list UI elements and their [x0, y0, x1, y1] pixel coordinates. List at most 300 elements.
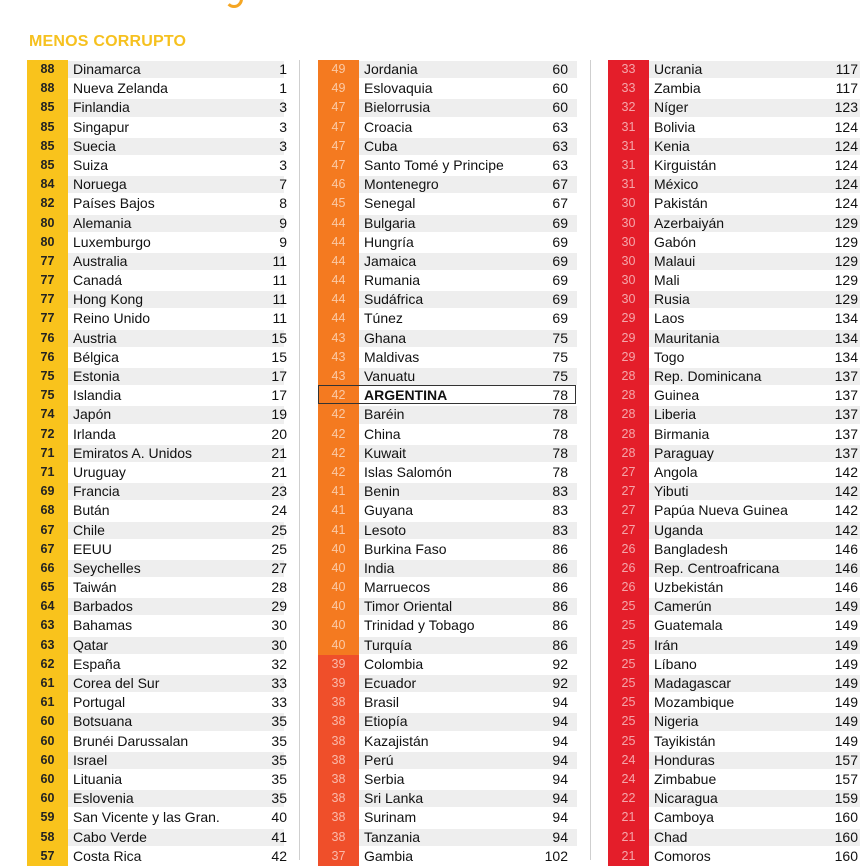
rank-number: 35: [271, 751, 287, 768]
rank-number: 94: [552, 732, 568, 749]
rank-number: 63: [552, 156, 568, 173]
rank-number: 27: [271, 559, 287, 576]
score-cell: 38: [318, 712, 359, 731]
rank-number: 92: [552, 655, 568, 672]
rank-number: 63: [552, 137, 568, 154]
rank-number: 29: [271, 598, 287, 615]
country-name: Chad: [654, 828, 688, 845]
country-name: Noruega: [73, 176, 127, 193]
score-cell: 25: [608, 693, 649, 712]
score-cell: 30: [608, 252, 649, 271]
country-name: Papúa Nueva Guinea: [654, 502, 788, 519]
rank-number: 142: [834, 521, 858, 538]
score-cell: 25: [608, 636, 649, 655]
country-name: Brunéi Darussalan: [73, 732, 189, 749]
score-cell: 41: [318, 501, 359, 520]
rank-number: 69: [552, 233, 568, 250]
country-name: Yibuti: [654, 483, 689, 500]
score-cell: 75: [27, 386, 68, 405]
rank-number: 24: [271, 502, 287, 519]
score-cell: 29: [608, 329, 649, 348]
country-name: Rep. Dominicana: [654, 368, 762, 384]
rank-number: 3: [279, 118, 287, 135]
country-name: Islas Salomón: [364, 463, 452, 480]
country-name: México: [654, 176, 699, 193]
rank-number: 157: [834, 770, 858, 787]
page-title: MENOS CORRUPTO: [29, 33, 187, 50]
score-cell: 38: [318, 808, 359, 827]
score-cell: 47: [318, 118, 359, 137]
country-name: Uzbekistán: [654, 579, 724, 596]
score-cell: 60: [27, 732, 68, 751]
score-cell: 61: [27, 674, 68, 693]
rank-number: 69: [552, 272, 568, 289]
country-name: China: [364, 425, 401, 442]
rank-number: 30: [271, 617, 287, 634]
decorative-arc: [225, 0, 243, 8]
score-cell: 33: [608, 60, 649, 79]
country-name: Kazajistán: [364, 732, 429, 749]
rank-number: 21: [271, 444, 287, 461]
score-cell: 25: [608, 597, 649, 616]
rank-number: 83: [552, 502, 568, 519]
rank-number: 25: [271, 521, 287, 538]
column-divider: [590, 60, 591, 860]
country-name: Singapur: [73, 118, 130, 135]
rank-number: 15: [271, 348, 287, 365]
score-cell: 85: [27, 98, 68, 117]
country-name: Surinam: [364, 809, 417, 826]
score-cell: 28: [608, 386, 649, 405]
rank-number: 149: [834, 617, 858, 634]
rank-number: 123: [834, 99, 858, 116]
score-cell: 32: [608, 98, 649, 117]
rank-number: 117: [835, 80, 858, 97]
score-cell: 88: [27, 79, 68, 98]
country-name: Ucrania: [654, 61, 703, 77]
country-name: Benin: [364, 483, 400, 500]
score-cell: 40: [318, 636, 359, 655]
score-cell: 25: [608, 732, 649, 751]
country-name: Baréin: [364, 406, 405, 423]
country-name: Senegal: [364, 195, 416, 212]
score-cell: 88: [27, 60, 68, 79]
rank-number: 17: [271, 368, 287, 384]
rank-number: 67: [552, 176, 568, 193]
score-cell: 27: [608, 482, 649, 501]
country-name: Zambia: [654, 80, 701, 97]
country-name: Colombia: [364, 655, 424, 672]
rank-number: 129: [834, 214, 858, 231]
country-name: Ghana: [364, 329, 407, 346]
rank-number: 21: [271, 463, 287, 480]
country-name: Eslovenia: [73, 790, 134, 807]
rank-number: 94: [552, 828, 568, 845]
country-name: Trinidad y Tobago: [364, 617, 475, 634]
country-name: Irlanda: [73, 425, 116, 442]
country-name: Ecuador: [364, 675, 417, 691]
rank-number: 129: [834, 272, 858, 289]
rank-number: 75: [552, 368, 568, 384]
country-name: Alemania: [73, 214, 132, 231]
rank-number: 149: [834, 713, 858, 730]
country-name: Bolivia: [654, 118, 696, 135]
rank-number: 146: [834, 540, 858, 557]
rank-number: 28: [271, 579, 287, 596]
score-cell: 47: [318, 156, 359, 175]
score-cell: 62: [27, 655, 68, 674]
rank-number: 142: [834, 483, 858, 500]
country-name: Corea del Sur: [73, 675, 160, 691]
rank-number: 92: [552, 675, 568, 691]
score-cell: 82: [27, 194, 68, 213]
score-cell: 44: [318, 309, 359, 328]
rank-number: 11: [272, 272, 287, 289]
score-cell: 27: [608, 463, 649, 482]
country-name: Canadá: [73, 272, 123, 289]
score-cell: 29: [608, 309, 649, 328]
rank-number: 19: [271, 406, 287, 423]
rank-number: 35: [271, 713, 287, 730]
country-name: Reino Unido: [73, 310, 151, 327]
country-name: Tayikistán: [654, 732, 716, 749]
country-name: Portugal: [73, 694, 126, 711]
score-cell: 42: [318, 444, 359, 463]
rank-number: 11: [272, 310, 287, 327]
rank-number: 17: [271, 387, 287, 404]
country-name: Cuba: [364, 137, 398, 154]
rank-number: 60: [552, 61, 568, 77]
rank-number: 94: [552, 694, 568, 711]
country-name: Irán: [654, 636, 679, 653]
score-cell: 67: [27, 521, 68, 540]
score-cell: 41: [318, 521, 359, 540]
country-name: Jamaica: [364, 252, 417, 269]
country-name: Timor Oriental: [364, 598, 453, 615]
rank-number: 129: [834, 291, 858, 308]
score-cell: 21: [608, 828, 649, 847]
country-name: Camerún: [654, 598, 712, 615]
rank-number: 83: [552, 483, 568, 500]
rank-number: 78: [552, 425, 568, 442]
score-cell: 40: [318, 597, 359, 616]
rank-number: 137: [834, 368, 858, 384]
country-name: Bélgica: [73, 348, 119, 365]
country-name: Rep. Centroafricana: [654, 559, 780, 576]
highlight-box: [318, 385, 576, 404]
country-name: Kuwait: [364, 444, 407, 461]
country-name: Angola: [654, 463, 698, 480]
score-cell: 26: [608, 559, 649, 578]
score-cell: 37: [318, 847, 359, 866]
rank-number: 75: [552, 329, 568, 346]
country-name: Marruecos: [364, 579, 431, 596]
score-cell: 40: [318, 616, 359, 635]
score-cell: 40: [318, 540, 359, 559]
score-cell: 69: [27, 482, 68, 501]
score-cell: 60: [27, 712, 68, 731]
country-name: Líbano: [654, 655, 697, 672]
score-cell: 30: [608, 271, 649, 290]
rank-number: 1: [279, 61, 287, 77]
score-cell: 22: [608, 789, 649, 808]
score-cell: 31: [608, 175, 649, 194]
score-cell: 60: [27, 789, 68, 808]
score-cell: 25: [608, 674, 649, 693]
rank-number: 94: [552, 751, 568, 768]
rank-number: 75: [552, 348, 568, 365]
country-name: Togo: [654, 348, 685, 365]
country-name: Mali: [654, 272, 680, 289]
score-cell: 25: [608, 712, 649, 731]
rank-number: 137: [834, 406, 858, 423]
rank-number: 146: [834, 579, 858, 596]
rank-number: 35: [271, 732, 287, 749]
country-name: Lesoto: [364, 521, 407, 538]
score-cell: 68: [27, 501, 68, 520]
rank-number: 134: [834, 310, 858, 327]
country-name: Bahamas: [73, 617, 133, 634]
country-name: Países Bajos: [73, 195, 155, 212]
score-cell: 47: [318, 98, 359, 117]
country-name: Chile: [73, 521, 105, 538]
country-name: India: [364, 559, 395, 576]
rank-number: 149: [834, 675, 858, 691]
score-cell: 25: [608, 616, 649, 635]
score-cell: 31: [608, 118, 649, 137]
score-cell: 80: [27, 233, 68, 252]
country-name: Níger: [654, 99, 689, 116]
rank-number: 78: [552, 463, 568, 480]
score-cell: 85: [27, 156, 68, 175]
rank-number: 157: [834, 751, 858, 768]
score-cell: 76: [27, 329, 68, 348]
score-cell: 60: [27, 770, 68, 789]
country-name: Jordania: [364, 61, 418, 77]
country-name: Lituania: [73, 770, 123, 787]
country-name: Serbia: [364, 770, 405, 787]
country-name: Bulgaria: [364, 214, 416, 231]
country-name: Hong Kong: [73, 291, 144, 308]
country-name: Azerbaiyán: [654, 214, 725, 231]
score-cell: 24: [608, 751, 649, 770]
rank-number: 86: [552, 540, 568, 557]
rank-number: 86: [552, 598, 568, 615]
country-name: Zimbabue: [654, 770, 717, 787]
country-name: Eslovaquia: [364, 80, 433, 97]
score-cell: 59: [27, 808, 68, 827]
rank-number: 69: [552, 291, 568, 308]
score-cell: 42: [318, 463, 359, 482]
score-cell: 85: [27, 118, 68, 137]
country-name: Austria: [73, 329, 117, 346]
rank-number: 129: [834, 233, 858, 250]
country-name: Emiratos A. Unidos: [73, 444, 193, 461]
rank-number: 94: [552, 809, 568, 826]
score-cell: 71: [27, 463, 68, 482]
rank-number: 94: [552, 770, 568, 787]
rank-number: 33: [271, 675, 287, 691]
score-cell: 27: [608, 501, 649, 520]
country-name: Vanuatu: [364, 368, 416, 384]
rank-number: 159: [834, 790, 858, 807]
country-name: Bangladesh: [654, 540, 728, 557]
column-divider: [299, 60, 300, 860]
country-name: Rumania: [364, 272, 421, 289]
score-cell: 77: [27, 290, 68, 309]
rank-number: 3: [279, 156, 287, 173]
score-cell: 38: [318, 789, 359, 808]
score-cell: 77: [27, 271, 68, 290]
country-name: Croacia: [364, 118, 413, 135]
rank-number: 60: [552, 99, 568, 116]
score-cell: 30: [608, 214, 649, 233]
country-name: Túnez: [364, 310, 403, 327]
rank-number: 124: [834, 156, 858, 173]
country-name: Uruguay: [73, 463, 126, 480]
score-cell: 30: [608, 233, 649, 252]
score-cell: 49: [318, 79, 359, 98]
score-cell: 74: [27, 405, 68, 424]
country-name: Bután: [73, 502, 110, 519]
score-cell: 75: [27, 367, 68, 386]
rank-number: 137: [834, 387, 858, 404]
country-name: Gabón: [654, 233, 697, 250]
rank-number: 86: [552, 617, 568, 634]
score-cell: 39: [318, 674, 359, 693]
score-cell: 25: [608, 655, 649, 674]
rank-number: 15: [271, 329, 287, 346]
country-name: Botsuana: [73, 713, 133, 730]
country-name: España: [73, 655, 121, 672]
country-name: Nigeria: [654, 713, 699, 730]
country-name: Brasil: [364, 694, 400, 711]
rank-number: 78: [552, 444, 568, 461]
country-name: Sri Lanka: [364, 790, 424, 807]
country-name: Paraguay: [654, 444, 714, 461]
rank-number: 142: [834, 502, 858, 519]
score-cell: 44: [318, 290, 359, 309]
rank-number: 124: [834, 137, 858, 154]
rank-number: 86: [552, 636, 568, 653]
score-cell: 44: [318, 214, 359, 233]
rank-number: 8: [279, 195, 287, 212]
country-name: Guyana: [364, 502, 414, 519]
country-name: Rusia: [654, 291, 690, 308]
score-cell: 71: [27, 444, 68, 463]
score-cell: 40: [318, 578, 359, 597]
score-cell: 65: [27, 578, 68, 597]
score-cell: 28: [608, 425, 649, 444]
country-name: Seychelles: [73, 559, 141, 576]
score-cell: 28: [608, 444, 649, 463]
country-name: Finlandia: [73, 99, 130, 116]
country-name: Nicaragua: [654, 790, 718, 807]
rank-number: 63: [552, 118, 568, 135]
country-name: Cabo Verde: [73, 828, 147, 845]
score-cell: 76: [27, 348, 68, 367]
country-name: Kenia: [654, 137, 690, 154]
score-cell: 42: [318, 425, 359, 444]
rank-number: 146: [834, 559, 858, 576]
country-name: Nueva Zelanda: [73, 80, 168, 97]
score-cell: 27: [608, 521, 649, 540]
country-name: Luxemburgo: [73, 233, 151, 250]
score-cell: 64: [27, 597, 68, 616]
rank-number: 67: [552, 195, 568, 212]
score-cell: 28: [608, 405, 649, 424]
score-cell: 58: [27, 828, 68, 847]
country-name: Comoros: [654, 847, 711, 864]
country-name: Guinea: [654, 387, 700, 404]
rank-number: 11: [272, 252, 287, 269]
country-name: Santo Tomé y Principe: [364, 156, 504, 173]
country-name: Perú: [364, 751, 394, 768]
country-name: Burkina Faso: [364, 540, 447, 557]
score-cell: 41: [318, 482, 359, 501]
score-cell: 43: [318, 367, 359, 386]
rank-number: 3: [279, 99, 287, 116]
country-name: Suiza: [73, 156, 109, 173]
country-name: Costa Rica: [73, 847, 142, 864]
score-cell: 63: [27, 616, 68, 635]
country-name: ARGENTINA: [364, 387, 448, 404]
rank-number: 149: [834, 732, 858, 749]
rank-number: 124: [834, 195, 858, 212]
rank-number: 11: [272, 291, 287, 308]
rank-number: 134: [834, 348, 858, 365]
country-name: Islandia: [73, 387, 122, 404]
country-name: Japón: [73, 406, 112, 423]
country-name: Birmania: [654, 425, 710, 442]
score-cell: 24: [608, 770, 649, 789]
country-name: Qatar: [73, 636, 109, 653]
country-name: Kirguistán: [654, 156, 717, 173]
rank-number: 94: [552, 790, 568, 807]
country-name: Pakistán: [654, 195, 708, 212]
country-name: Suecia: [73, 137, 116, 154]
score-cell: 42: [318, 405, 359, 424]
score-cell: 30: [608, 290, 649, 309]
rank-number: 137: [834, 444, 858, 461]
score-cell: 85: [27, 137, 68, 156]
country-name: Honduras: [654, 751, 715, 768]
score-cell: 72: [27, 425, 68, 444]
score-cell: 66: [27, 559, 68, 578]
rank-number: 60: [552, 80, 568, 97]
rank-number: 30: [271, 636, 287, 653]
rank-number: 9: [279, 214, 287, 231]
score-cell: 57: [27, 847, 68, 866]
score-cell: 46: [318, 175, 359, 194]
score-cell: 31: [608, 137, 649, 156]
country-name: Montenegro: [364, 176, 439, 193]
rank-number: 149: [834, 598, 858, 615]
score-cell: 63: [27, 636, 68, 655]
score-cell: 29: [608, 348, 649, 367]
score-cell: 44: [318, 271, 359, 290]
score-cell: 38: [318, 751, 359, 770]
country-name: Madagascar: [654, 675, 732, 691]
rank-number: 129: [834, 252, 858, 269]
rank-number: 160: [834, 809, 858, 826]
rank-number: 9: [279, 233, 287, 250]
score-cell: 43: [318, 348, 359, 367]
score-cell: 31: [608, 156, 649, 175]
country-name: Australia: [73, 252, 128, 269]
country-name: Bielorrusia: [364, 99, 431, 116]
country-name: Liberia: [654, 406, 697, 423]
